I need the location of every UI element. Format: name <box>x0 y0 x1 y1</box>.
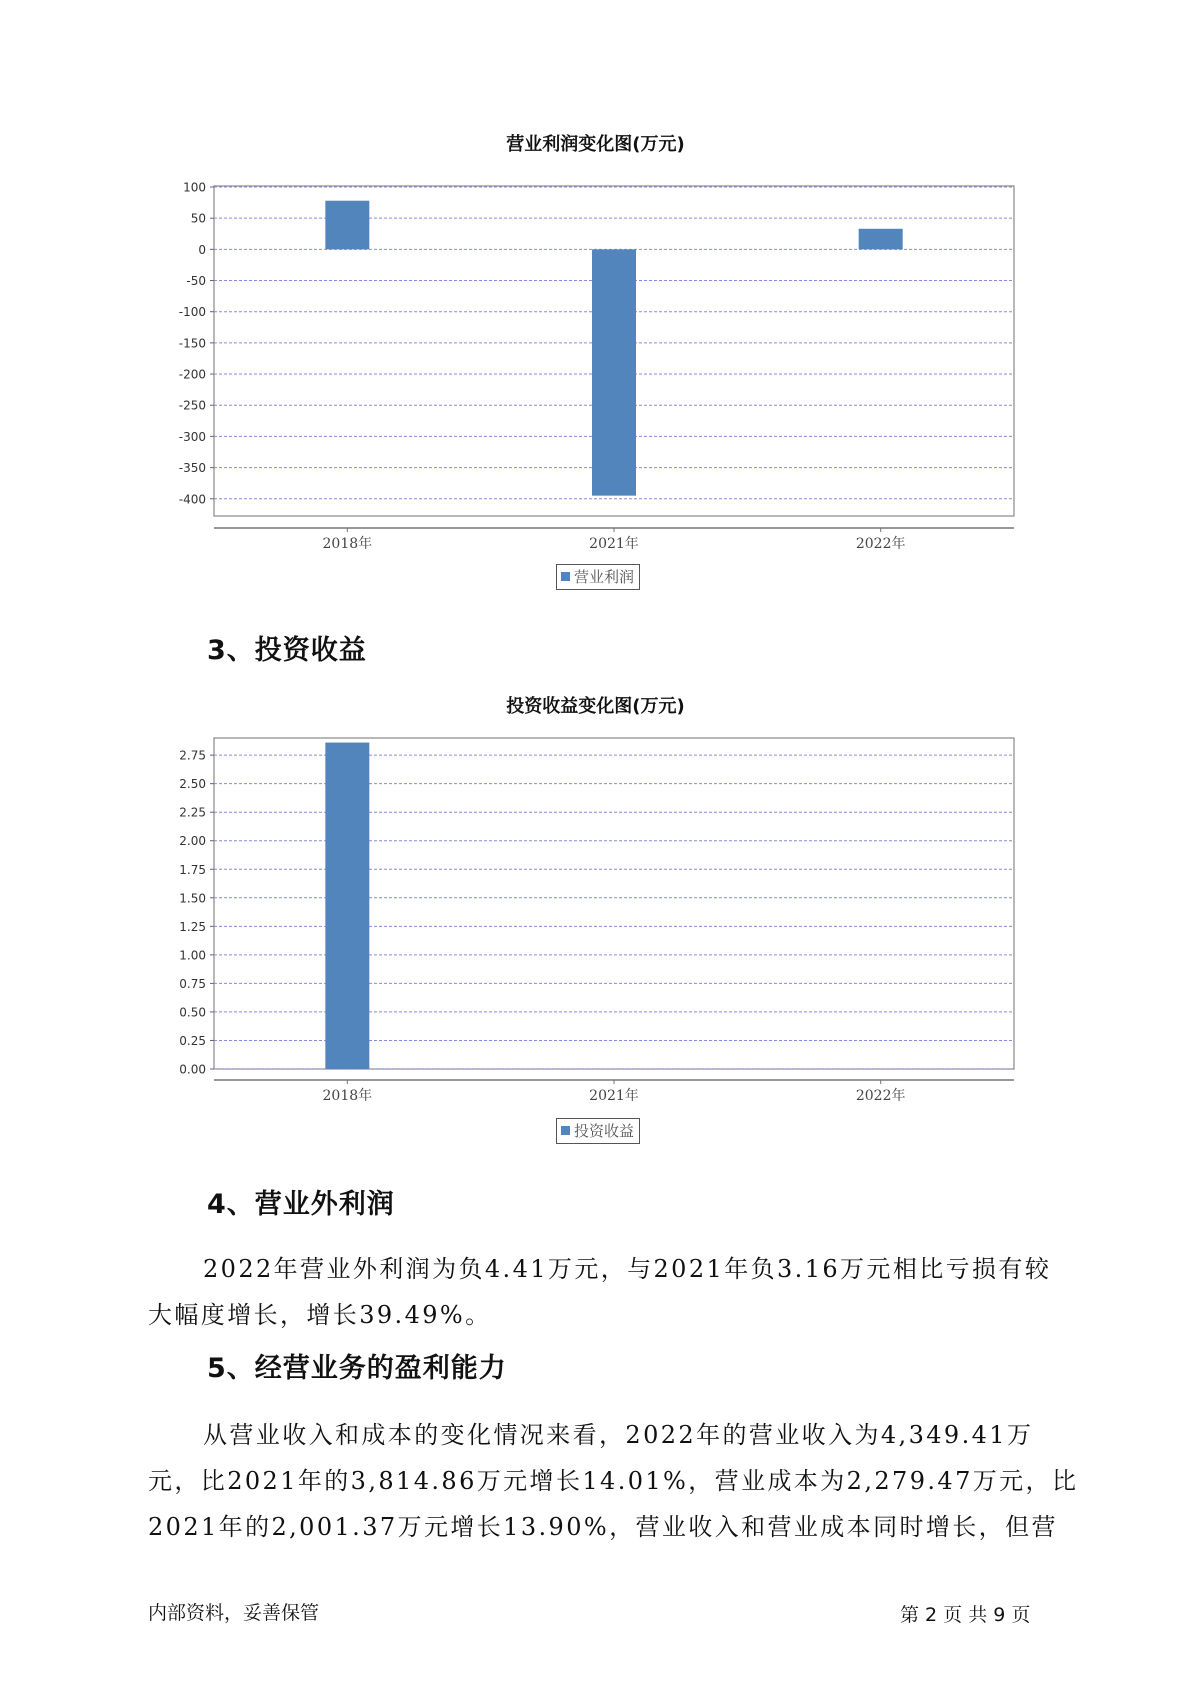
y-tick-label: -100 <box>178 305 206 320</box>
paragraph-line: 2021年的2,001.37万元增长13.90%，营业收入和营业成本同时增长，但营 <box>148 1513 1058 1541</box>
y-tick-label: 2.75 <box>179 748 206 763</box>
legend-swatch <box>561 1126 570 1135</box>
chart-title-operating-profit: 营业利润变化图(万元) <box>506 134 685 155</box>
x-tick-label: 2021年 <box>589 536 639 552</box>
x-tick-label: 2022年 <box>855 1088 906 1104</box>
y-tick-label: 0.50 <box>179 1005 206 1020</box>
x-tick-label: 2018年 <box>322 536 373 552</box>
legend-label: 投资收益 <box>574 1122 635 1140</box>
y-tick-label: 2.50 <box>179 777 206 792</box>
section-heading-4: 4、营业外利润 <box>207 1189 395 1220</box>
paragraph-line: 2022年营业外利润为负4.41万元，与2021年负3.16万元相比亏损有较 <box>203 1255 1052 1283</box>
chart-legend-investment-income <box>556 1118 640 1144</box>
y-tick-label: -200 <box>178 367 206 382</box>
y-tick-label: -150 <box>178 336 206 351</box>
x-tick-label: 2018年 <box>322 1088 373 1104</box>
paragraph-line: 元，比2021年的3,814.86万元增长14.01%，营业成本为2,279.47万元，比 <box>148 1467 1079 1495</box>
y-tick-label: 2.25 <box>179 805 206 820</box>
y-tick-label: 100 <box>183 180 206 195</box>
y-tick-label: -50 <box>186 274 206 289</box>
paragraph-line: 从营业收入和成本的变化情况来看，2022年的营业收入为4,349.41万 <box>203 1421 1034 1449</box>
y-tick-label: 2.00 <box>179 834 206 849</box>
y-tick-label: -400 <box>178 492 206 507</box>
footer-note: 内部资料，妥善保管 <box>148 1602 320 1624</box>
chart-title-investment-income: 投资收益变化图(万元) <box>506 696 685 717</box>
paragraph-line: 大幅度增长，增长39.49%。 <box>148 1301 492 1329</box>
y-tick-label: 0 <box>198 242 206 257</box>
y-tick-label: 50 <box>190 211 206 226</box>
section-heading-3: 3、投资收益 <box>207 635 367 666</box>
y-tick-label: 0.00 <box>179 1062 206 1077</box>
y-tick-label: 1.75 <box>179 862 206 877</box>
bar <box>325 743 369 1069</box>
y-tick-label: -350 <box>178 461 206 476</box>
section-heading-5: 5、经营业务的盈利能力 <box>207 1353 507 1384</box>
legend-label: 营业利润 <box>574 568 635 586</box>
y-tick-label: 1.00 <box>179 948 206 963</box>
y-tick-label: 1.25 <box>179 919 206 934</box>
y-tick-label: 0.75 <box>179 976 206 991</box>
y-tick-label: 0.25 <box>179 1033 206 1048</box>
y-tick-label: -250 <box>178 398 206 413</box>
y-tick-label: -300 <box>178 429 206 444</box>
page-number: 第 2 页 共 9 页 <box>900 1604 1031 1626</box>
x-tick-label: 2021年 <box>589 1088 639 1104</box>
y-tick-label: 1.50 <box>179 891 206 906</box>
x-tick-label: 2022年 <box>855 536 906 552</box>
